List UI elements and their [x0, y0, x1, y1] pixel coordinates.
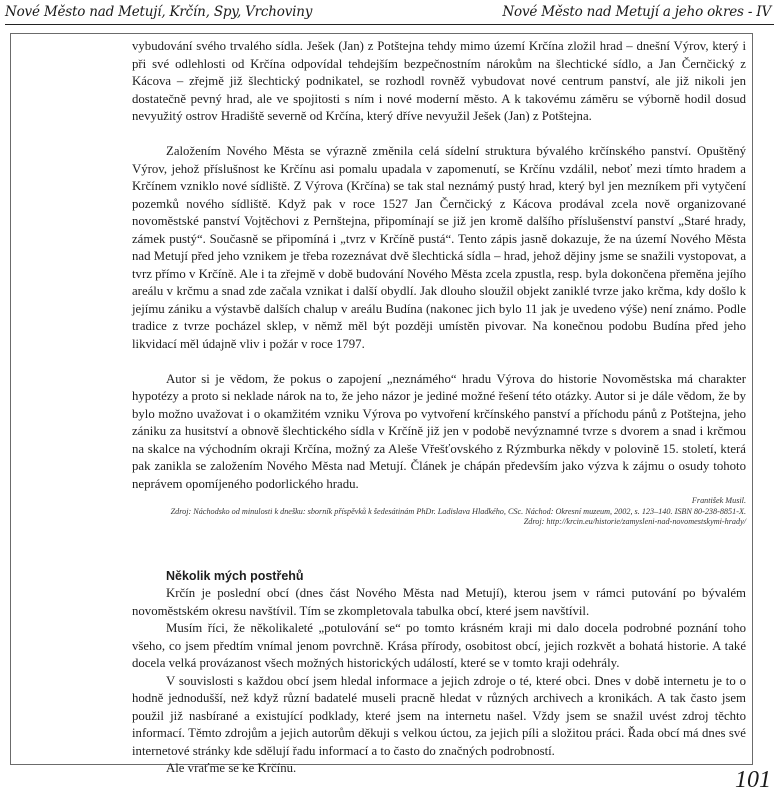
page-number: 101 — [735, 767, 771, 793]
page-content — [132, 38, 746, 778]
source-line: Zdroj: Náchodsko od minulosti k dnešku: sborník příspěvků k šedesátinám PhDr. Ladislava Hladkého, CSc. Náchod: Okresní muzeum, 2002, s. 123–140. ISBN 80-238-8851-X. — [170, 506, 746, 516]
header-left-title: Nové Město nad Metují, Krčín, Spy, Vrchoviny — [5, 4, 313, 20]
source-line: Zdroj: http://krcin.eu/historie/zamysleni-nad-novomestskymi-hrady/ — [523, 517, 746, 526]
header-rule — [5, 24, 774, 25]
header-right-title: Nové Město nad Metují a jeho okres - IV — [502, 4, 771, 20]
section-paragraph: Musím říci, že několikaleté „potulování se“ po tomto krásném kraji mi dalo docela podrobné poznání toho všeho, co jsem předtím vnímal jenom povrchně. Krása přírody, osobitost obcí, jejich rozkvět a bohatá historie. A také docela velká provázanost všech možných historických událostí, které se v tomto kraji odehrály. — [132, 621, 746, 670]
source-author: František Musil. — [691, 496, 746, 505]
running-header — [5, 4, 771, 24]
paragraph-gap — [132, 126, 746, 144]
section-paragraph: Krčín je poslední obcí (dnes část Nového Města nad Metují), kterou jsem v rámci putování po bývalém novoměstském okresu navštívil. Tím se zkompletovala tabulka obcí, které jsem navštívil. — [132, 586, 746, 618]
article-paragraph: Založením Nového Města se výrazně změnila celá sídelní struktura bývalého krčínského panství. Opuštěný Výrov, jehož příslušnost ke Krčínu asi pomalu upadala v zapomenutí, se Krčínu vzdálil, neboť mezi tímto hradem a Krčínem vzniklo nové sídliště. Z Výrova (Krčína) se tak stal neznámý pustý hrad, který byl jen mezníkem při vytyčení pozemků nového sídliště. Když pak v roce 1527 Jan Černčický z Kácova prodával zcela nově organizované novoměstské panství Vojtěchovi z Pernštejna, připomínají se již jen kromě dalšího příslušenství panství „Staré hrady, zámek pustý“. Současně se připomíná i „tvrz v Krčíně pustá“. Tento zápis jasně dokazuje, že na území Nového Města nad Metují před jeho vznikem je třeba rozeznávat dvě šlechtická sídla – hrad, jehož dějiny jsme se snažili vystopovat, a tvrz přímo v Krčíně. Ale i ta zřejmě v době budování Nového Města zcela zpustla, resp. byla dokončena přeměna jejího areálu v krčmu a snad zde začala vznikat i další obydlí. Jak dlouho sloužil objekt zaniklé tvrze jako krčma, kdy došlo k jejímu zániku a výstavbě dalších chalup v areálu Budína (nakonec jich bylo 11 jak je uvedeno výše) není známo. Podle tradice z tvrze pocházel sklep, v němž měl být později umístěn pivovar. Na konečnou podobu Budína před jeho likvidací měl údajně vliv i požár v roce 1797. — [132, 144, 746, 351]
section-heading: Několik mých postřehů — [166, 568, 304, 583]
article-paragraph: vybudování svého trvalého sídla. Ješek (Jan) z Potštejna tehdy mimo území Krčína zložil hrad – dnešní Výrov, který i při své odlehlosti od Krčína odpovídal tehdejším bezpečnostním nárokům na šlechtické sídlo, a Jan Černčický z Kácova – zřejmě již šlechtický podnikatel, se rozhodl rovněž vybudovat nové centrum panství, ale již nikoli jen dostatečně pevný hrad, ale ve spojitosti s ním i nové moderní město. A k takovému záměru se výborně hodil dosud nevyužitý ostrov Hradiště severně od Krčína, který dříve nevyužil Ješek (Jan) z Potštejna. — [132, 39, 746, 123]
source-citation — [132, 496, 746, 528]
article-paragraph: Autor si je vědom, že pokus o zapojení „neznámého“ hradu Výrova do historie Novoměstska má charakter hypotézy a proto si neklade nárok na to, že jeho názor je jediné možné řešení této otázky. Autor si je dále vědom, že by bylo možno uvažovat i o okamžitém vzniku Výrova po vytvoření krčínského panství a příchodu pánů z Potštejna, jeho zániku za husitství a obnově šlechtického sídla v Krčíně již jen v podobě nevýznamné tvrze s dvorem a snad i krčmou na skalce na východním okraji Krčína, možný za Aleše Vřešťovského z Rýzmburka někdy v polovině 15. století, která pak zanikla se založením Nového Města nad Metují. Článek je chápán především jako výzva k zájmu o osudy tohoto neprávem opomíjeného podorlického hradu. — [132, 371, 746, 491]
section-paragraph: Ale vraťme se ke Krčínu. — [166, 761, 297, 775]
section-paragraph: V souvislosti s každou obcí jsem hledal informace a jejich zdroje o té, které obci. Dnes v době internetu je to o hodně jednodušší, než když různí badatelé museli pracně hledat v různých archivech a kronikách. A tak často jsem použil již nasbírané a existující podklady, které jsem na internetu našel. Vždy jsem se snažil uvést zdroj těchto informací. Těmto zdrojům a jejich autorům děkuji s velkou úctou, za jejich píli a složitou práci. Řada obcí má dnes své internetové stránky kde sdělují řadu informací a to často do značných podrobností. — [132, 673, 746, 758]
paragraph-gap — [132, 353, 746, 371]
